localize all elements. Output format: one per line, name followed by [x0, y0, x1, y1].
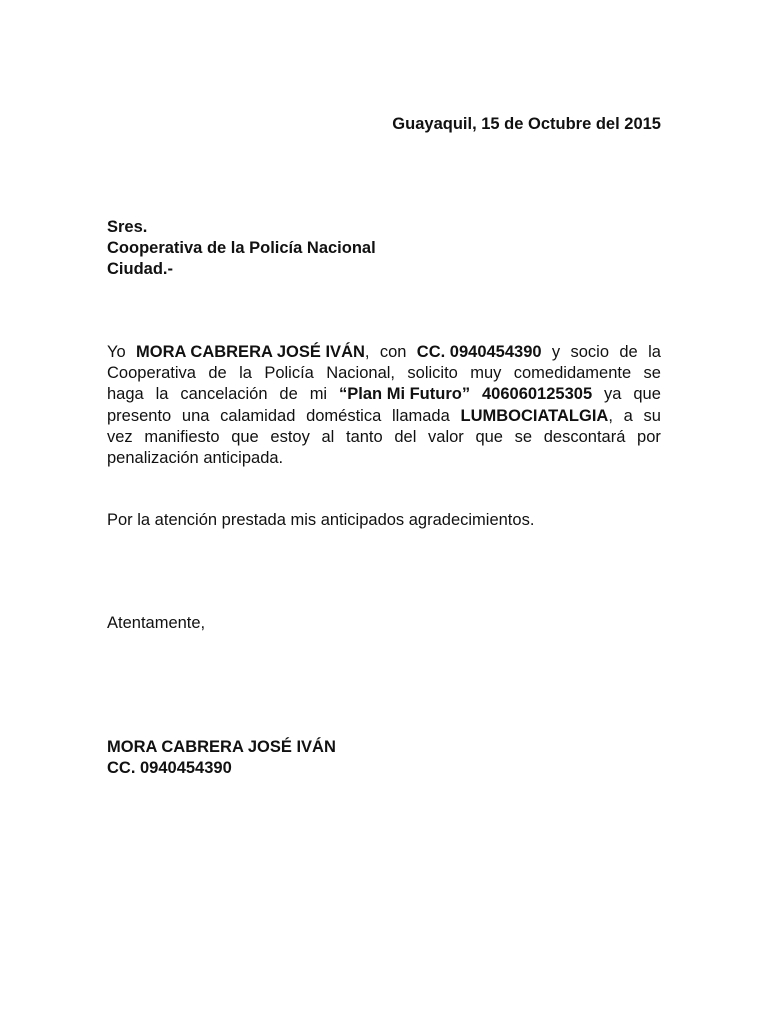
body-line-5: [107, 427, 661, 448]
letter-body: [107, 342, 661, 469]
body-word: por: [637, 427, 661, 446]
body-word-group: [136, 342, 369, 363]
body-line-3: [107, 384, 661, 405]
applicant-cc: CC. 0940454390: [416, 343, 542, 361]
body-word: su: [643, 406, 661, 425]
body-line-4: [107, 406, 661, 427]
body-word: ya: [604, 385, 622, 404]
body-word: que: [633, 385, 661, 404]
body-word: de: [279, 385, 298, 404]
body-word: la: [239, 364, 252, 383]
body-word: Cooperativa: [107, 364, 196, 383]
body-word: Nacional,: [326, 364, 396, 383]
body-word: y: [551, 343, 561, 361]
body-word: la: [155, 385, 169, 404]
recipient-organization: Cooperativa de la Policía Nacional: [107, 239, 376, 257]
body-word: del: [394, 427, 417, 446]
body-word: valor: [428, 427, 464, 446]
body-word: socio: [570, 343, 610, 361]
body-word-group: [460, 406, 612, 427]
body-line-6: [107, 448, 661, 469]
body-word: vez: [107, 427, 133, 446]
body-word: presento: [107, 406, 172, 425]
recipient-salutation: Sres.: [107, 218, 148, 236]
body-word: de: [619, 343, 638, 361]
body-word: de: [208, 364, 227, 383]
body-word: descontará: [543, 427, 626, 446]
thanks-line: Por la atención prestada mis anticipados agradecimientos.: [107, 511, 535, 529]
body-word: Yo: [107, 343, 126, 361]
body-word: se: [643, 364, 661, 383]
signature-id: CC. 0940454390: [107, 759, 232, 777]
body-word: estoy: [270, 427, 310, 446]
body-word: llamada: [391, 406, 450, 425]
body-word: Policía: [264, 364, 314, 383]
body-word: la: [648, 343, 661, 361]
body-word: ,: [608, 406, 613, 425]
recipient-city: Ciudad.-: [107, 260, 173, 278]
body-word: mi: [309, 385, 328, 404]
body-word: penalización anticipada.: [107, 448, 284, 467]
signature-name: MORA CABRERA JOSÉ IVÁN: [107, 738, 336, 756]
applicant-name: MORA CABRERA JOSÉ IVÁN: [136, 343, 365, 361]
body-word: a: [623, 406, 633, 425]
body-word: solicito: [407, 364, 458, 383]
closing-line: Atentamente,: [107, 614, 206, 632]
body-line-1: [107, 342, 661, 363]
body-word: doméstica: [306, 406, 382, 425]
body-word: que: [231, 427, 259, 446]
body-word: al: [321, 427, 335, 446]
body-line-2: [107, 363, 661, 384]
plan-name: “Plan Mi Futuro”: [339, 385, 471, 404]
body-word: tanto: [345, 427, 383, 446]
body-word: calamidad: [220, 406, 296, 425]
diagnosis: LUMBOCIATALGIA: [460, 406, 609, 425]
plan-number: 406060125305: [482, 385, 593, 404]
body-word: que: [475, 427, 503, 446]
body-word: una: [181, 406, 210, 425]
body-word: con: [379, 343, 407, 361]
body-word: comedidamente: [513, 364, 632, 383]
date-line: Guayaquil, 15 de Octubre del 2015: [392, 115, 661, 133]
body-word: muy: [470, 364, 502, 383]
body-word: haga: [107, 385, 144, 404]
body-word: manifiesto: [144, 427, 220, 446]
body-word: ,: [364, 343, 370, 361]
body-word: se: [514, 427, 533, 446]
body-word: cancelación: [180, 385, 268, 404]
